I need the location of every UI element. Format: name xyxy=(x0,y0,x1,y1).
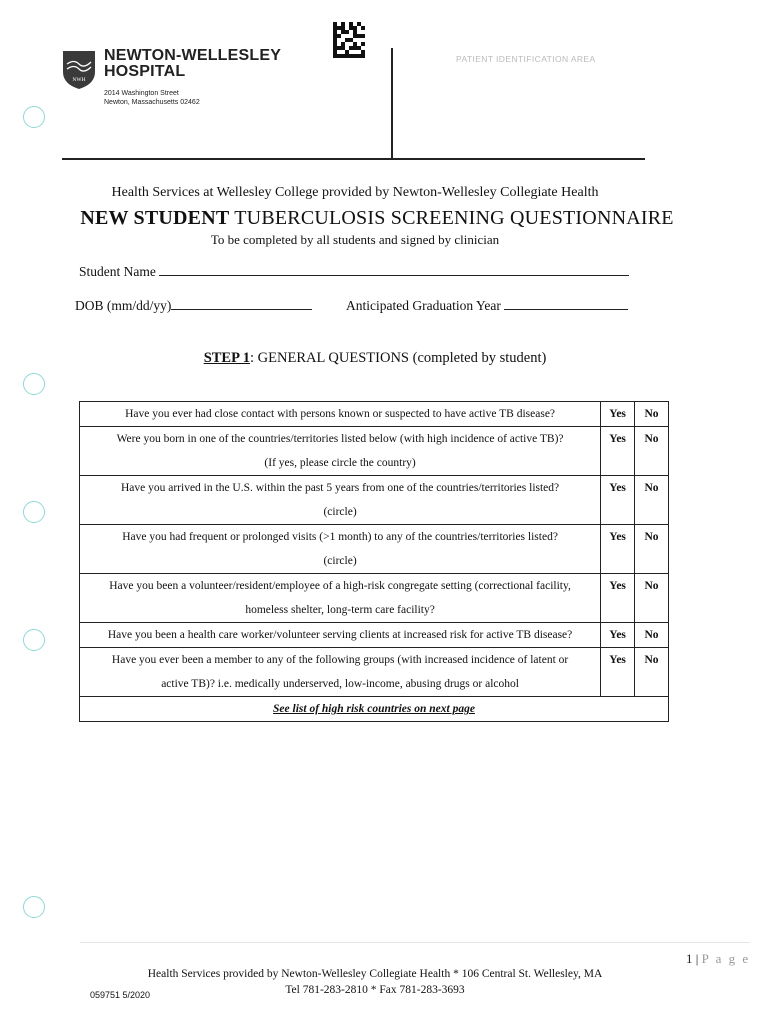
yes-option[interactable]: Yes xyxy=(601,525,635,574)
no-option[interactable]: No xyxy=(635,476,669,525)
hole-punch xyxy=(23,373,45,395)
question-row xyxy=(80,648,669,697)
questionnaire-table xyxy=(79,401,669,722)
question-text xyxy=(80,574,601,623)
yes-option[interactable]: Yes xyxy=(601,402,635,427)
grad-year-field xyxy=(346,296,628,314)
question-text xyxy=(80,623,601,648)
hospital-name xyxy=(104,48,281,80)
question-text xyxy=(80,476,601,525)
step1-heading xyxy=(0,350,750,367)
yes-option[interactable]: Yes xyxy=(601,427,635,476)
hole-punch xyxy=(23,629,45,651)
hole-punch xyxy=(23,896,45,918)
logo-monogram: NWH xyxy=(72,77,86,83)
student-name-label: Student Name xyxy=(79,264,156,279)
no-option[interactable]: No xyxy=(635,427,669,476)
question-line1: Have you ever had close contact with persons known or suspected to have active TB disease? xyxy=(125,408,556,420)
question-line1: Have you arrived in the U.S. within the past 5 years from one of the countries/territories listed? xyxy=(120,482,560,494)
title-rest: TUBERCULOSIS SCREENING QUESTIONNAIRE xyxy=(229,207,674,229)
question-line2: active TB)? i.e. medically underserved, low-income, abusing drugs or alcohol xyxy=(161,678,519,690)
question-text xyxy=(80,648,601,697)
question-row xyxy=(80,427,669,476)
question-line1: Have you been a volunteer/resident/employee of a high-risk congregate setting (correctional facility, xyxy=(109,580,571,592)
footer-address-line2: Tel 781-283-2810 * Fax 781-283-3693 xyxy=(285,984,465,996)
document-subtitle: Health Services at Wellesley College provided by Newton-Wellesley Collegiate Health xyxy=(111,185,599,200)
grad-year-input[interactable] xyxy=(504,296,628,310)
question-line1: Have you been a health care worker/volunteer serving clients at increased risk for active TB disease? xyxy=(107,629,573,641)
hole-punch xyxy=(23,501,45,523)
step1-label: STEP 1 xyxy=(203,350,251,366)
yes-option[interactable]: Yes xyxy=(601,574,635,623)
student-name-field xyxy=(79,262,629,280)
title-bold: NEW STUDENT xyxy=(80,207,230,229)
document-title xyxy=(0,207,754,230)
no-option[interactable]: No xyxy=(635,648,669,697)
hospital-name-line1: NEWTON-WELLESLEY xyxy=(104,47,282,64)
question-line2: (circle) xyxy=(323,506,357,518)
question-line2: homeless shelter, long-term care facility? xyxy=(245,604,435,616)
header-horizontal-rule xyxy=(62,158,645,160)
no-option[interactable]: No xyxy=(635,525,669,574)
hospital-logo xyxy=(62,50,96,90)
question-line1: Have you had frequent or prolonged visits (>1 month) to any of the countries/territories listed? xyxy=(122,531,558,543)
yes-option[interactable]: Yes xyxy=(601,476,635,525)
table-footer-row xyxy=(80,697,669,722)
yes-option[interactable]: Yes xyxy=(601,648,635,697)
grad-year-label: Anticipated Graduation Year xyxy=(346,298,501,313)
no-option[interactable]: No xyxy=(635,623,669,648)
footer-address-line1: Health Services provided by Newton-Wellesley Collegiate Health * 106 Central St. Wellesley, MA xyxy=(147,968,603,980)
page-number: 1 | P a g e xyxy=(686,951,751,966)
no-option[interactable]: No xyxy=(635,402,669,427)
high-risk-countries-note: See list of high risk countries on next page xyxy=(273,703,475,715)
footer-rule xyxy=(80,942,750,943)
page-number-value: 1 xyxy=(686,951,693,966)
form-number: 059751 5/2020 xyxy=(90,990,151,1000)
question-row xyxy=(80,476,669,525)
dob-field xyxy=(75,296,312,314)
question-row xyxy=(80,574,669,623)
hospital-address xyxy=(104,89,200,107)
hole-punch xyxy=(23,106,45,128)
question-line2: (If yes, please circle the country) xyxy=(264,457,416,469)
question-text xyxy=(80,402,601,427)
hospital-name-line2: HOSPITAL xyxy=(104,63,186,80)
question-line1: Have you ever been a member to any of the following groups (with increased incidence of latent or xyxy=(111,654,569,666)
question-row xyxy=(80,525,669,574)
question-text xyxy=(80,525,601,574)
question-row xyxy=(80,402,669,427)
student-name-input[interactable] xyxy=(159,262,629,276)
barcode-icon xyxy=(333,22,365,58)
title-note: To be completed by all students and signed by clinician xyxy=(210,232,500,247)
yes-option[interactable]: Yes xyxy=(601,623,635,648)
question-line2: (circle) xyxy=(323,555,357,567)
header-vertical-rule xyxy=(391,48,393,160)
question-line1: Were you born in one of the countries/territories listed below (with high incidence of active TB)? xyxy=(116,433,564,445)
address-line2: Newton, Massachusetts 02462 xyxy=(104,99,200,106)
question-text xyxy=(80,427,601,476)
address-line1: 2014 Washington Street xyxy=(104,90,179,97)
no-option[interactable]: No xyxy=(635,574,669,623)
question-row xyxy=(80,623,669,648)
dob-label: DOB (mm/dd/yy) xyxy=(75,298,172,313)
page-word: P a g e xyxy=(701,951,751,966)
dob-input[interactable] xyxy=(171,296,312,310)
patient-identification-area: PATIENT IDENTIFICATION AREA xyxy=(456,54,596,64)
step1-label-rest: : GENERAL QUESTIONS (completed by student) xyxy=(250,350,547,366)
